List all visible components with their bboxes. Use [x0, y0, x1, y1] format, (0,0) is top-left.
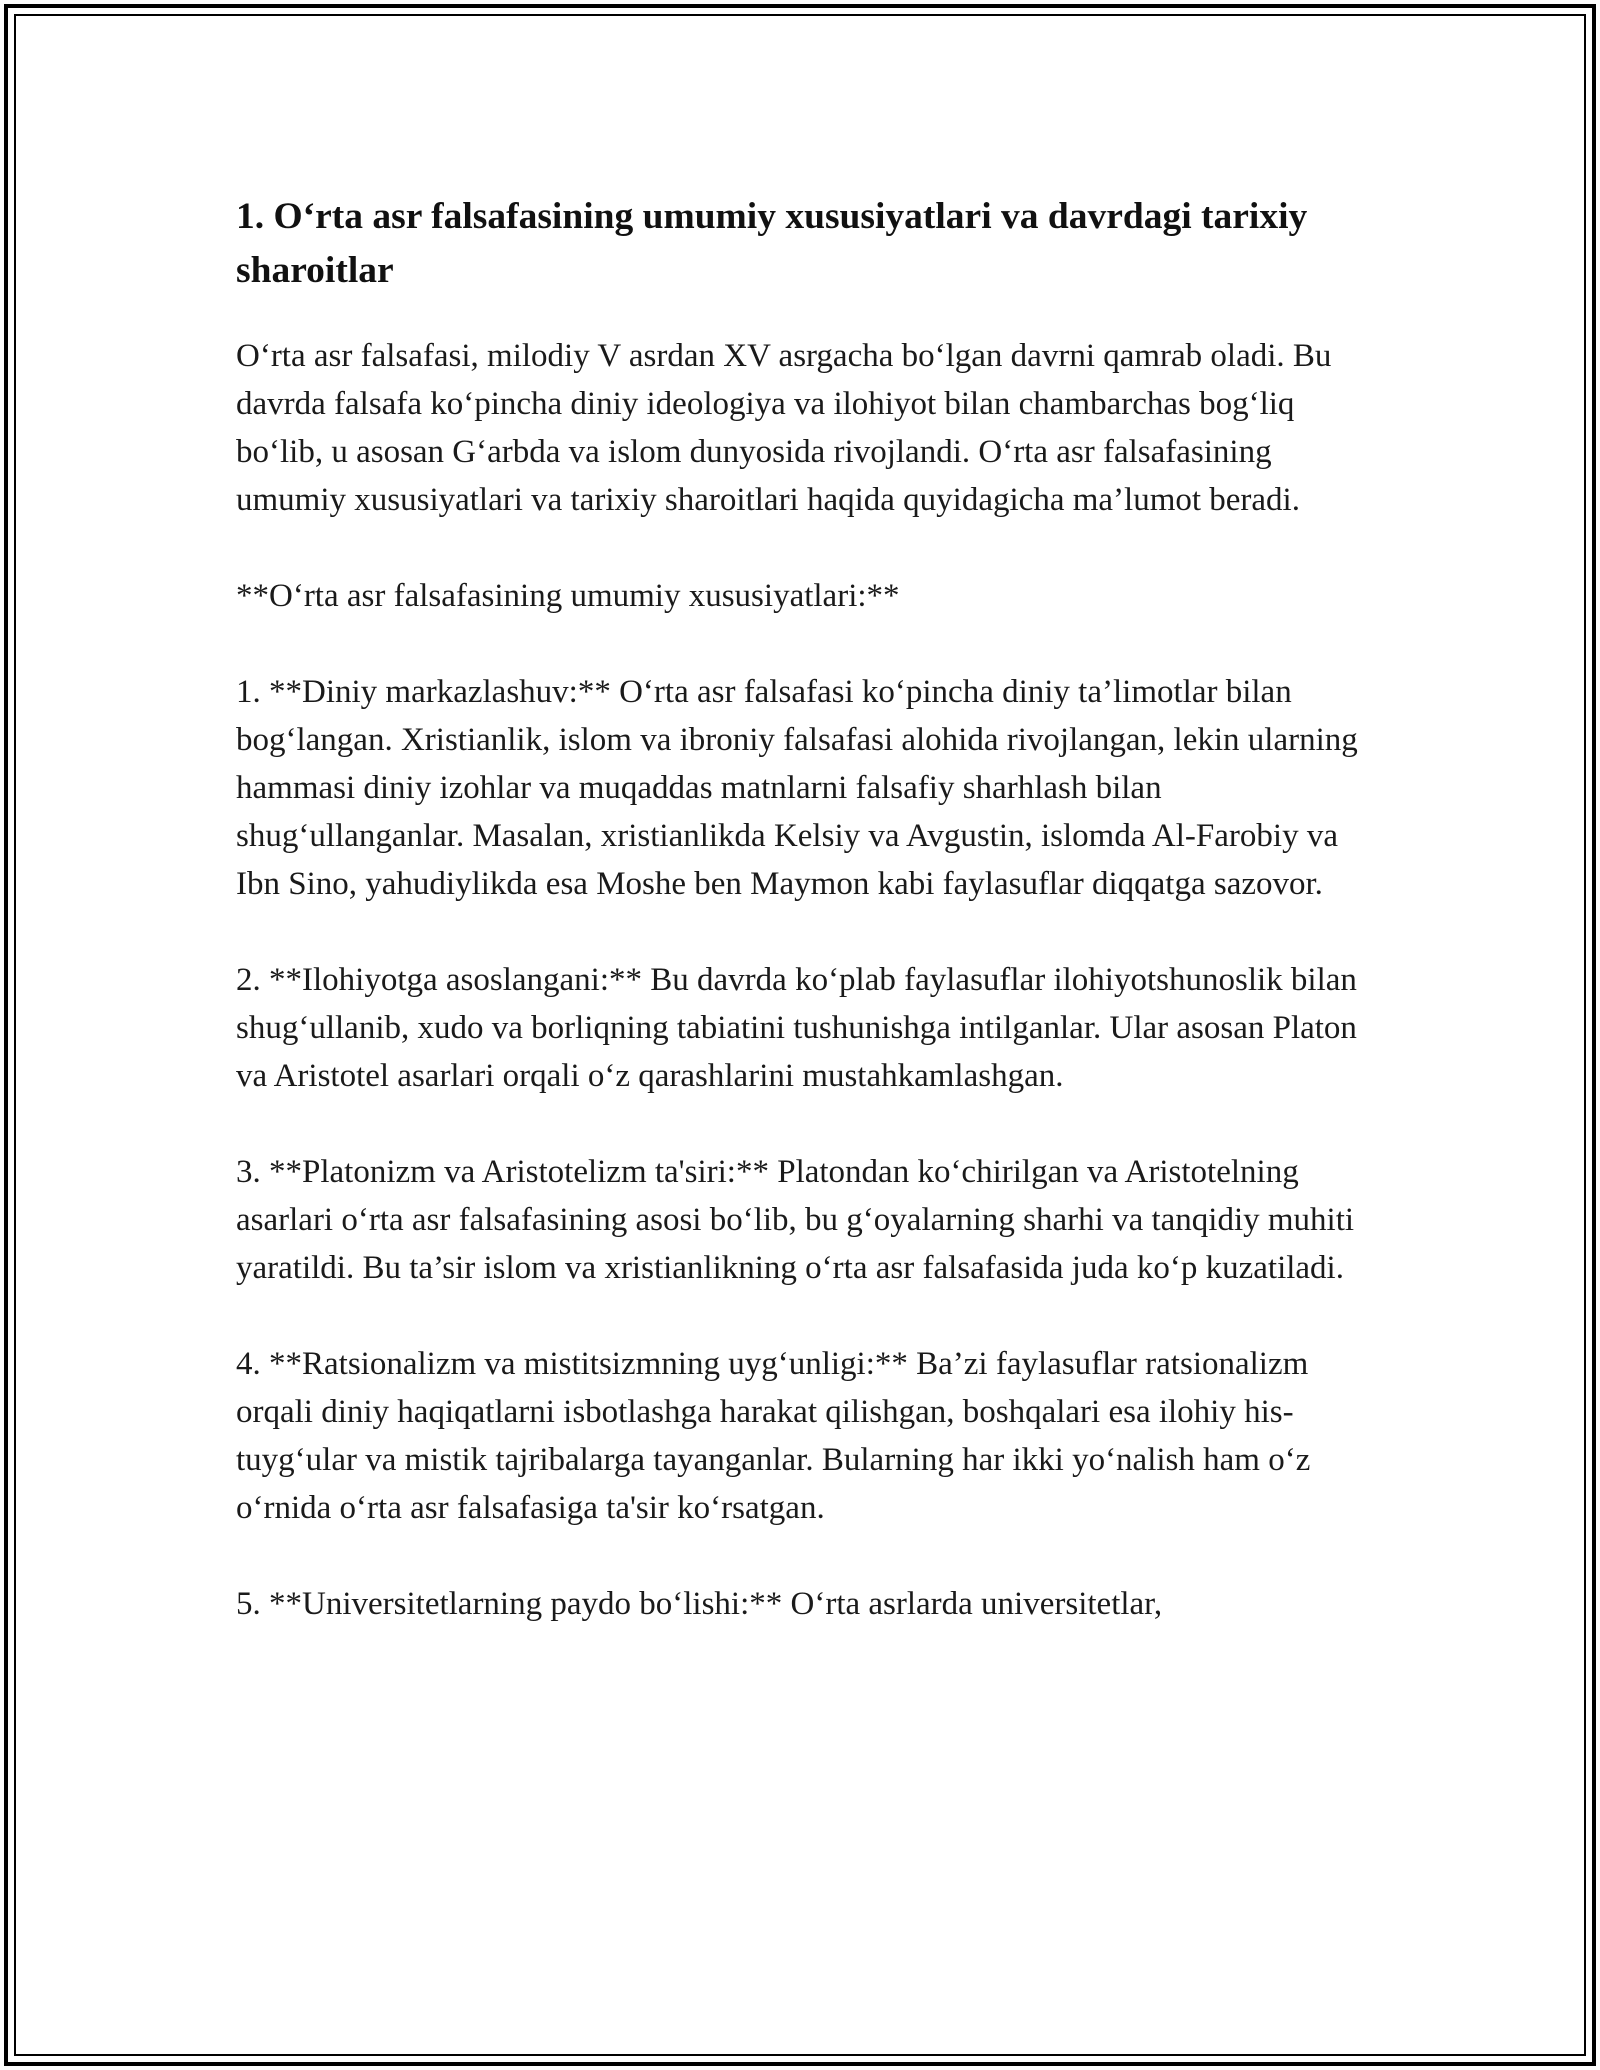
features-subheading: **O‘rta asr falsafasining umumiy xususiyatlari:** [236, 578, 900, 614]
list-item-1: 1. **Diniy markazlashuv:** O‘rta asr falsafasi ko‘pincha diniy ta’limotlar bilan bog‘langan. Xristianlik, islom va ibroniy falsafasi alohida rivojlangan, lekin ularning hammasi diniy izohlar va muqaddas matnlarni falsafiy sharhlash bilan shug‘ullanganlar. Masalan, xristianlikda Kelsiy va Avgustin, islomda Al-Farobiy va Ibn Sino, yahudiylikda esa Moshe ben Maymon kabi faylasuflar diqqatga sazovor. [236, 674, 1358, 902]
list-item-3: 3. **Platonizm va Aristotelizm ta'siri:** Platondan ko‘chirilgan va Aristotelning asarlari o‘rta asr falsafasining asosi bo‘lib, bu g‘oyalarning sharhi va tanqidiy muhiti yaratildi. Bu ta’sir islom va xristianlikning o‘rta asr falsafasida juda ko‘p kuzatiladi. [236, 1154, 1355, 1286]
section-heading: 1. O‘rta asr falsafasining umumiy xususiyatlari va davrdagi tarixiy sharoitlar [236, 196, 1308, 291]
list-item-5: 5. **Universitetlarning paydo bo‘lishi:** O‘rta asrlarda universitetlar, [236, 1586, 1163, 1622]
list-item-2: 2. **Ilohiyotga asoslangani:** Bu davrda ko‘plab faylasuflar ilohiyotshunoslik bilan shug‘ullanib, xudo va borliqning tabiatini tushunishga intilganlar. Ular asosan Platon va Aristotel asarlari orqali o‘z qarashlarini mustahkamlashgan. [236, 962, 1357, 1094]
document-body [236, 190, 1372, 1676]
list-item-4: 4. **Ratsionalizm va mistitsizmning uyg‘unligi:** Ba’zi faylasuflar ratsionalizm orqali diniy haqiqatlarni isbotlashga harakat qilishgan, boshqalari esa ilohiy his-tuyg‘ular va mistik tajribalarga tayanganlar. Bularning har ikki yo‘nalish ham o‘z o‘rnida o‘rta asr falsafasiga ta'sir ko‘rsatgan. [236, 1346, 1311, 1526]
intro-paragraph: O‘rta asr falsafasi, milodiy V asrdan XV asrgacha bo‘lgan davrni qamrab oladi. Bu davrda falsafa ko‘pincha diniy ideologiya va ilohiyot bilan chambarchas bog‘liq bo‘lib, u asosan G‘arbda va islom dunyosida rivojlandi. O‘rta asr falsafasining umumiy xususiyatlari va tarixiy sharoitlari haqida quyidagicha ma’lumot beradi. [236, 338, 1332, 518]
